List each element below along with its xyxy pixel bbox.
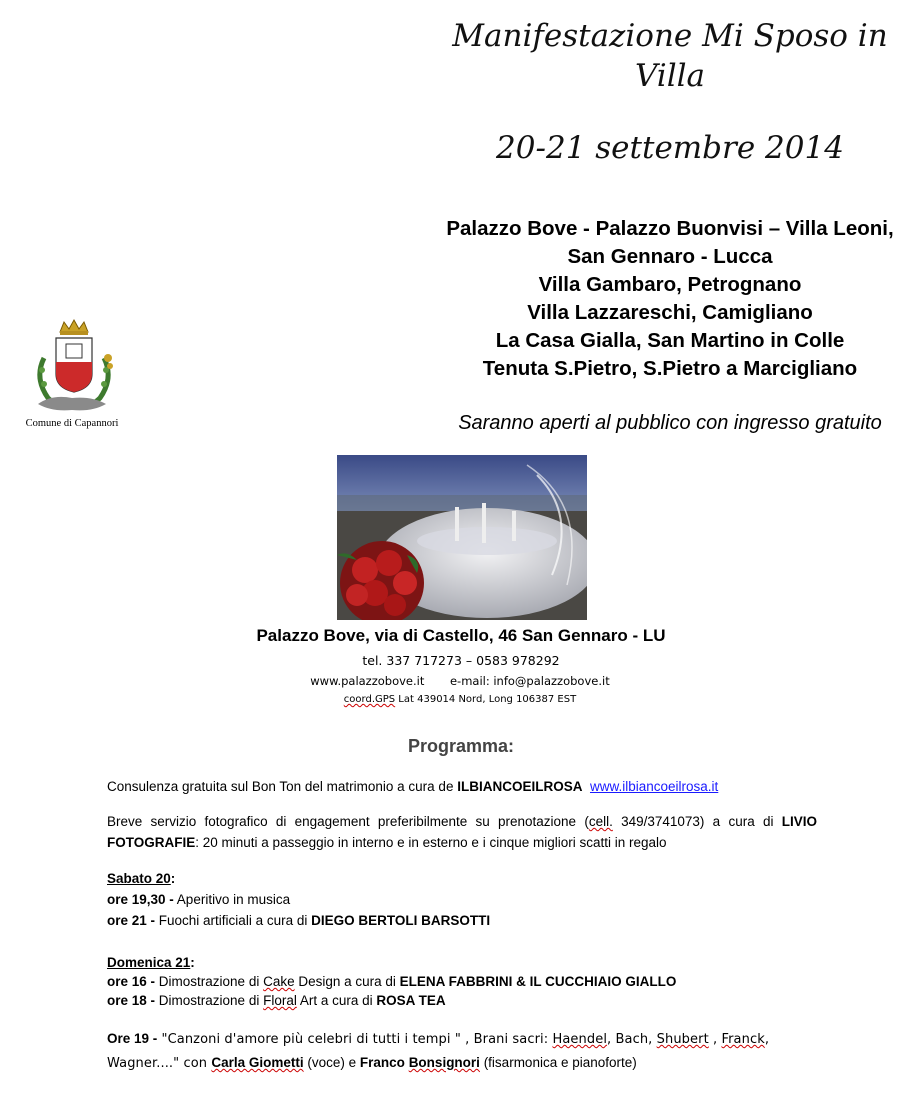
day-heading-colon: : (190, 955, 195, 970)
program-text: 349/3741073) a cura di (612, 814, 782, 829)
composer-name: Haendel (552, 1032, 608, 1047)
program-text: : 20 minuti a passeggio in interno e in esterno e i cinque migliori scatti in regalo (195, 835, 667, 850)
logo-caption: Comune di Capannori (25, 418, 119, 429)
program-text: Consulenza gratuita sul Bon Ton del matrimonio a cura de (107, 779, 458, 794)
schedule-time: ore 19,30 - (107, 892, 174, 907)
performer-name: Franco (359, 1055, 405, 1070)
venue-list (430, 215, 910, 383)
schedule-text: , (708, 1032, 722, 1047)
schedule-text: , Wagner...." con (107, 1032, 770, 1071)
program-item-bonton (107, 776, 817, 797)
venue-line: La Casa Gialla, San Martino in Colle (495, 329, 845, 352)
event-title-line2: Villa (634, 58, 706, 94)
website-link[interactable]: www.ilbiancoeilrosa.it (589, 779, 719, 794)
gps-label: coord.GPS (343, 694, 396, 705)
event-title (440, 16, 900, 96)
schedule-time: ore 21 - (107, 913, 156, 928)
schedule-text: Dimostrazione di (155, 974, 264, 989)
event-dates: 20-21 settembre 2014 (496, 130, 844, 166)
schedule-text: Art a cura di (296, 993, 377, 1008)
schedule-text: "Canzoni d'amore più celebri di tutti i tempi " , Brani sacri: (157, 1032, 553, 1047)
schedule-text: (voce) e (303, 1055, 360, 1070)
program-item-concert (107, 1027, 817, 1075)
gps-value: Lat 439014 Nord, Long 106387 EST (395, 694, 577, 705)
performer-name: Bonsignori (408, 1055, 480, 1070)
website-link[interactable]: www.palazzobove.it (310, 674, 425, 688)
program-day-sunday (107, 953, 817, 1010)
schedule-row (107, 991, 817, 1010)
schedule-time: Ore 19 - (107, 1031, 158, 1046)
schedule-text: , Bach, (607, 1032, 657, 1047)
schedule-row (107, 910, 817, 931)
venue-line: Palazzo Bove - Palazzo Buonvisi – Villa Leoni, (446, 217, 894, 240)
organizer-name: DIEGO BERTOLI BARSOTTI (311, 913, 491, 928)
web-contacts (0, 674, 920, 688)
performer-name: Carla Giometti (211, 1055, 304, 1070)
phone-numbers: tel. 337 717273 – 0583 978292 (362, 653, 560, 668)
schedule-text: Floral (263, 993, 297, 1008)
program-item-photoshoot (107, 811, 817, 853)
organizer-name: ROSA TEA (376, 993, 446, 1008)
schedule-time: ore 16 - (107, 974, 156, 989)
venue-address: Palazzo Bove, via di Castello, 46 San Gennaro - LU (256, 626, 666, 645)
program-text: Breve servizio fotografico di engagement preferibilmente su prenotazione ( (107, 814, 589, 829)
organizer-name: ILBIANCOEILROSA (457, 779, 583, 794)
day-heading: Sabato 20 (107, 871, 171, 886)
schedule-text: Dimostrazione di (155, 993, 264, 1008)
venue-line: Tenuta S.Pietro, S.Pietro a Marcigliano (482, 357, 858, 380)
venue-line: San Gennaro - Lucca (567, 245, 773, 268)
day-heading-colon: : (170, 871, 176, 886)
email-link[interactable]: e-mail: info@palazzobove.it (449, 674, 610, 688)
event-title-line1: Manifestazione Mi Sposo in (452, 18, 888, 54)
program-text: cell. (588, 814, 613, 829)
schedule-text: (fisarmonica e pianoforte) (479, 1055, 637, 1070)
schedule-text: Cake (263, 974, 295, 989)
schedule-text: Fuochi artificiali a cura di (155, 913, 312, 928)
venue-line: Villa Gambaro, Petrognano (538, 273, 802, 296)
schedule-row (107, 972, 817, 991)
schedule-text: Design a cura di (294, 974, 400, 989)
program-day-saturday (107, 868, 817, 931)
composer-name: Shubert (656, 1032, 709, 1047)
organizer-name: ELENA FABBRINI & IL CUCCHIAIO GIALLO (399, 974, 677, 989)
free-entry-note: Saranno aperti al pubblico con ingresso gratuito (458, 412, 882, 434)
schedule-text: Aperitivo in musica (173, 892, 291, 907)
venue-line: Villa Lazzareschi, Camigliano (527, 301, 813, 324)
program-title: Programma: (407, 736, 515, 756)
gps-coordinates (0, 694, 920, 705)
schedule-time: ore 18 - (107, 993, 156, 1008)
wedding-table-photo (337, 455, 587, 620)
schedule-row (107, 889, 817, 910)
composer-name: Franck (721, 1032, 765, 1047)
day-heading: Domenica 21 (107, 955, 191, 970)
organizer-name: LIVIO FOTOGRAFIE (107, 814, 817, 850)
